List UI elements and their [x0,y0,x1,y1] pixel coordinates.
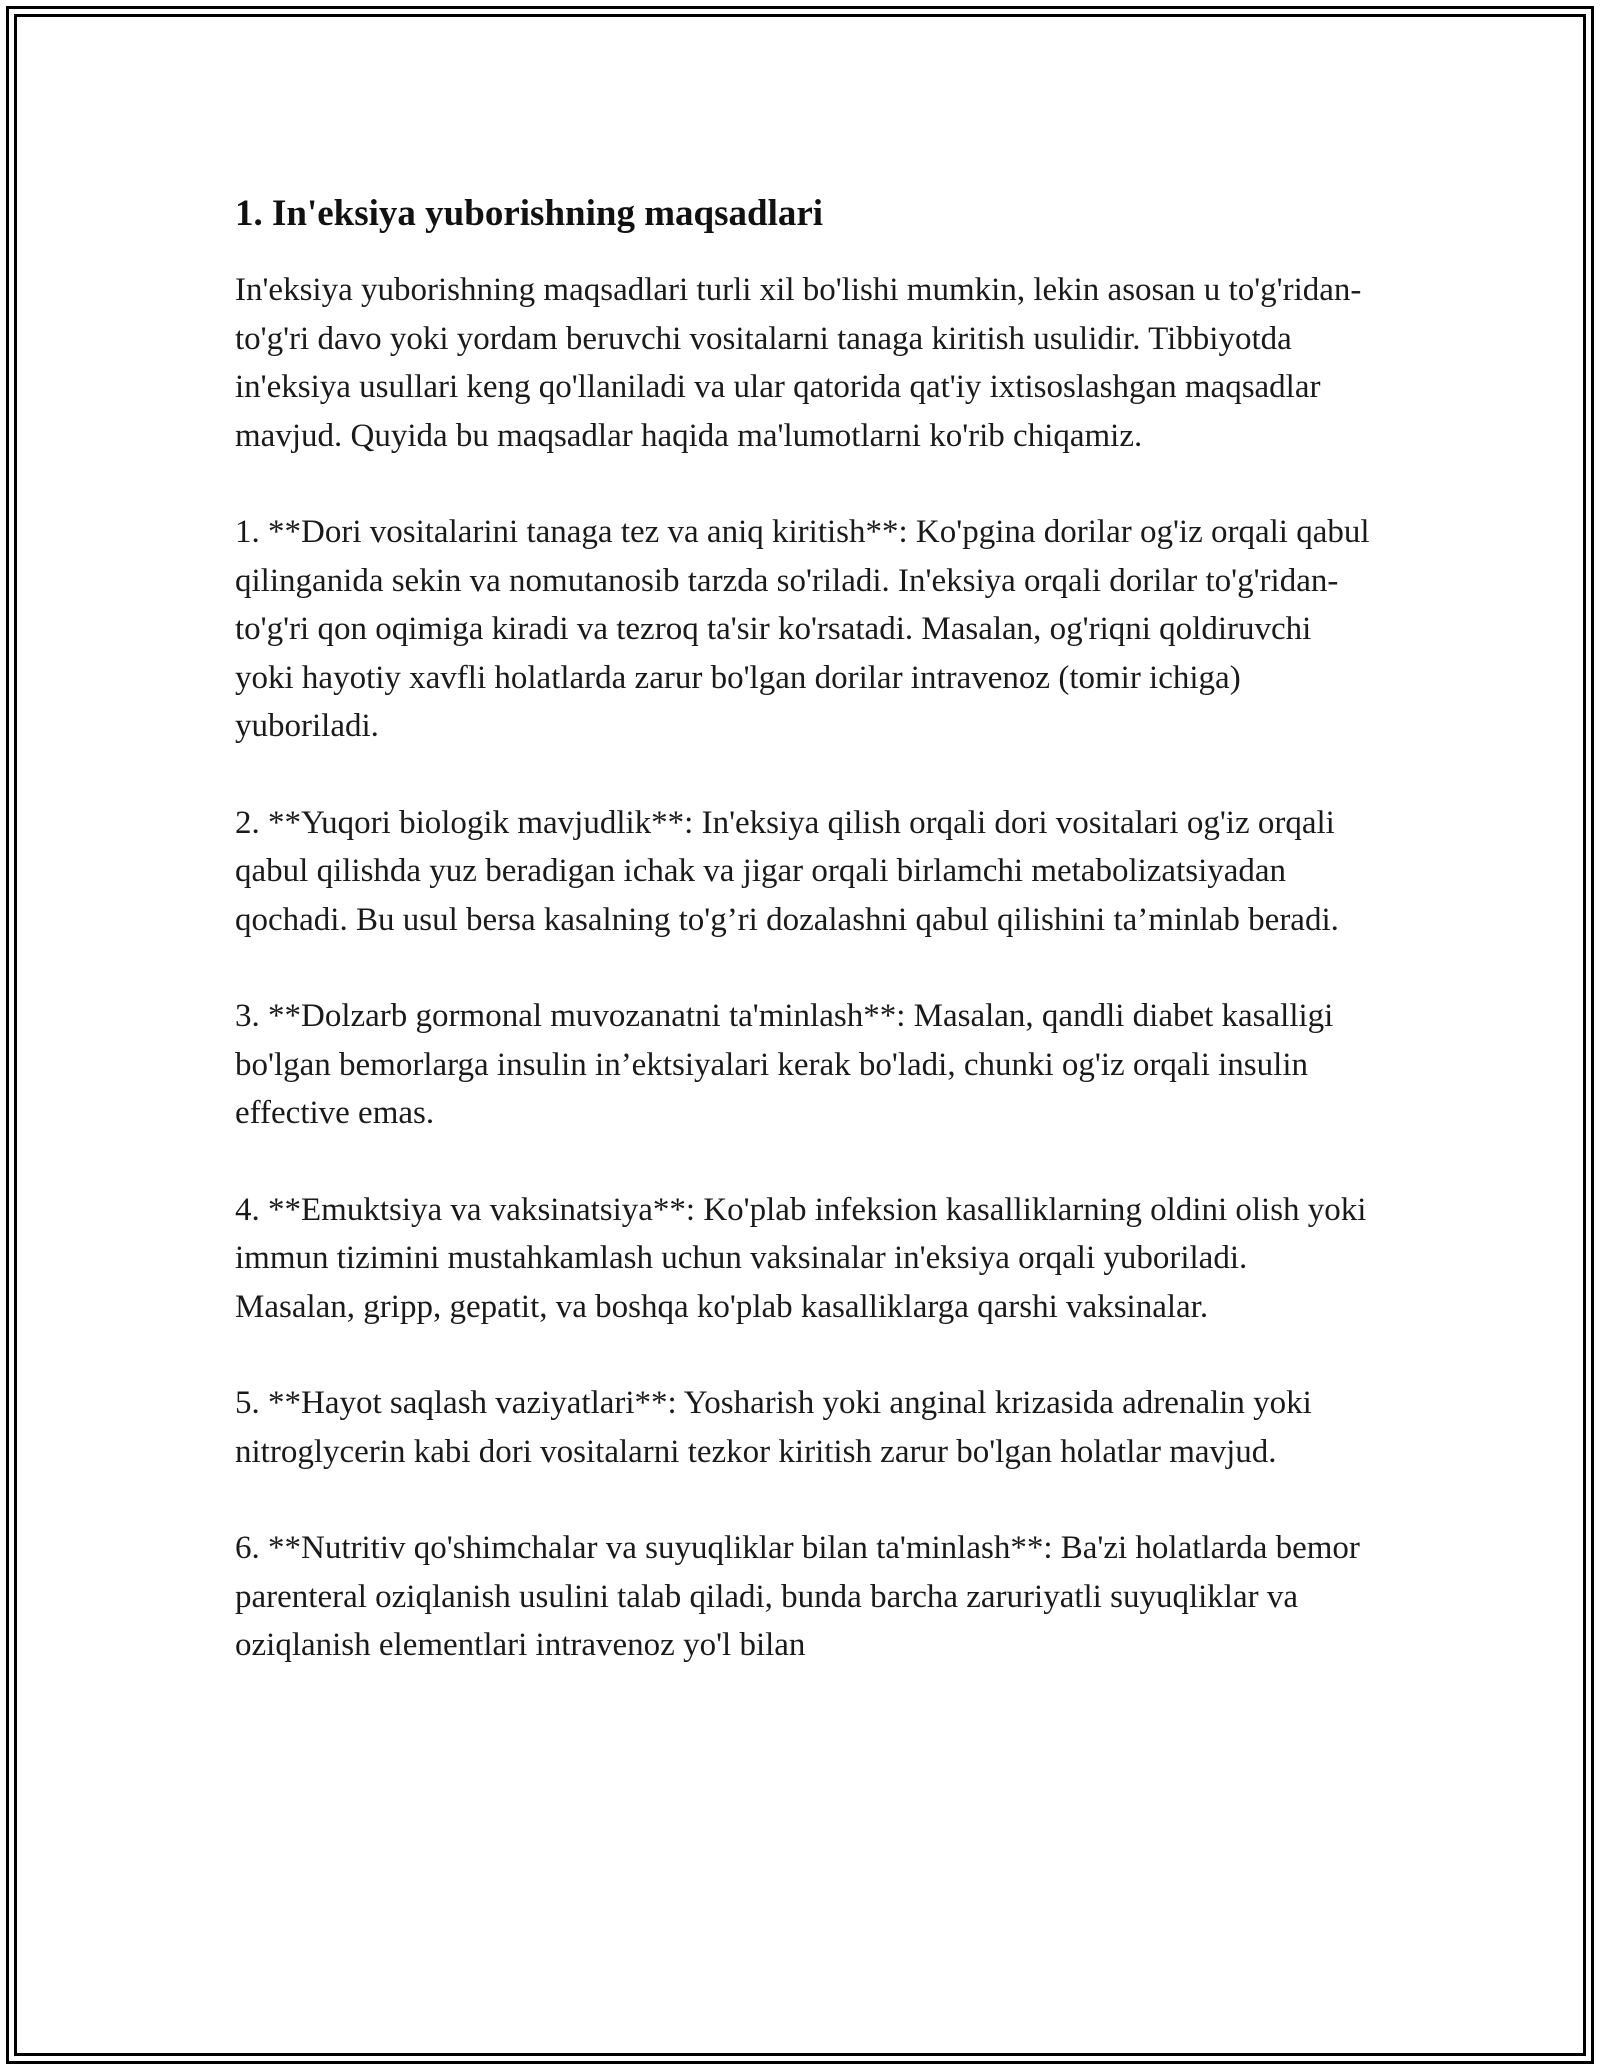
list-item-1: 1. **Dori vositalarini tanaga tez va aniq kiritish**: Ko'pgina dorilar og'iz orqali qabul qilinganida sekin va nomutanosib tarzda so'riladi. In'eksiya orqali dorilar to'g'ridan-to'g'ri qon oqimiga kiradi va tezroq ta'sir ko'rsatadi. Masalan, og'riqni qoldiruvchi yoki hayotiy xavfli holatlarda zarur bo'lgan dorilar intravenoz (tomir ichiga) yuboriladi. [235,514,1370,744]
list-item-6: 6. **Nutritiv qo'shimchalar va suyuqliklar bilan ta'minlash**: Ba'zi holatlarda bemor parenteral oziqlanish usulini talab qiladi, bunda barcha zaruriyatli suyuqliklar va oziqlanish elementlari intravenoz yo'l bilan [235,1530,1360,1663]
list-item-2: 2. **Yuqori biologik mavjudlik**: In'eksiya qilish orqali dori vositalari og'iz orqali qabul qilishda yuz beradigan ichak va jigar orqali birlamchi metabolizatsiyadan qochadi. Bu usul bersa kasalning to'g’ri dozalashni qabul qilishini ta’minlab beradi. [235,804,1339,938]
document-body [235,188,1375,1718]
list-item-5: 5. **Hayot saqlash vaziyatlari**: Yosharish yoki anginal krizasida adrenalin yoki nitroglycerin kabi dori vositalarni tezkor kiritish zarur bo'lgan holatlar mavjud. [235,1385,1312,1470]
section-heading: 1. In'eksiya yuborishning maqsadlari [235,193,824,234]
list-item-4: 4. **Emuktsiya va vaksinatsiya**: Ko'plab infeksion kasalliklarning oldini olish yoki immun tizimini mustahkamlash uchun vaksinalar in'eksiya orqali yuboriladi. Masalan, gripp, gepatit, va boshqa ko'plab kasalliklarga qarshi vaksinalar. [235,1191,1367,1325]
intro-paragraph: In'eksiya yuborishning maqsadlari turli xil bo'lishi mumkin, lekin asosan u to'g'ridan-to'g'ri davo yoki yordam beruvchi vositalarni tanaga kiritish usulidir. Tibbiyotda in'eksiya usullari keng qo'llaniladi va ular qatorida qat'iy ixtisoslashgan maqsadlar mavjud. Quyida bu maqsadlar haqida ma'lumotlarni ko'rib chiqamiz. [235,272,1362,454]
list-item-3: 3. **Dolzarb gormonal muvozanatni ta'minlash**: Masalan, qandli diabet kasalligi bo'lgan bemorlarga insulin in’ektsiyalari kerak bo'ladi, chunki og'iz orqali insulin effective emas. [235,998,1334,1131]
